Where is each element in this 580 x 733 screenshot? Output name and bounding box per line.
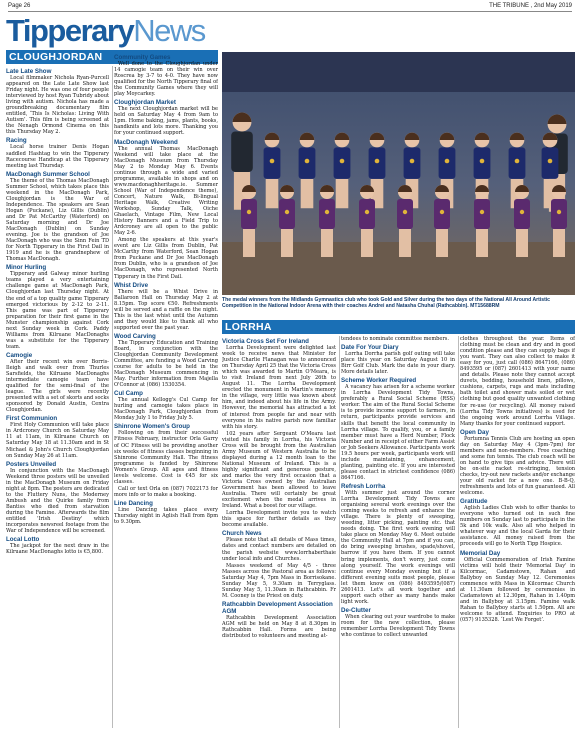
- article-paragraph: Among the speakers at this year's event are Liz Gillis from Dublin, Pat McCarthy from Waterford, Sean Hogan from Puckane and Dr Joe MacDonagh from Dublin, who is a grandson of Joe MacDonagh, who represented North Tipperary in the First Dail.: [114, 237, 218, 280]
- article-heading: De-Clutter: [341, 606, 371, 614]
- article-paragraph: Portumna Tennis Club are hosting an open day on Saturday May 4 (3pm-7pm) for members and non-members. Free coaching and some fun tennis. The club coach will be on hand to give tips and advice. There will be on-site racket re-stringing, tension checks, try-out new rackets and/or exchange your old racket for a new one. B-B-Q, refreshments and lots of fun guaranteed. All welcome.: [460, 435, 575, 497]
- masthead-tipperary: Tipperary: [6, 13, 134, 48]
- article-paragraph: Please note that all details of Mass times, dates and contact numbers are detailed on the parish website www.lorrhaberthaie under local info and Churches.: [222, 537, 336, 562]
- gymnastics-photo: [222, 52, 575, 295]
- article-heading: Rathcabbin Development Association AGM: [222, 600, 333, 615]
- article-paragraph: Call or text Orla on (087) 7022173 for more info or to make a booking.: [114, 485, 218, 498]
- gymnast-figure: [551, 185, 567, 257]
- article-paragraph: A vacancy has arisen for a scheme worker in Lorrha Development Tidy Towns, preferably a Rural Social Scheme (RSS) worker. The aim of the Rural Social Scheme is to provide income support to farmers, in return, participants provide services and skills that benefit the local community in Lorrha village. To qualify, you, or a family member must have a Herd Number, Flock Number and in receipt of either Farm Assist or Job Seekers Allowance. Participants work 19.5 hours per week, participants work will include maintaining, enhancement, planting, painting etc. If you are interested please contact in strictest confidence (086) 8647166.: [341, 384, 455, 481]
- article-heading: Victoria Cross Set For Ireland: [222, 338, 309, 345]
- article-paragraph: Rathcabbin Development Association AGM will be held on May 8 at 8.30pm in Rathcabbin Hall. Forms are being distributed to volunteers and meeting at-: [222, 614, 336, 640]
- article-paragraph: In conjunction with the MacDonagh Weekend three posters will be unveiled in the MacDonagh Museum on Friday night at 8pm. The posters are dedicated to the Fluttery Nuns, the Moderney Ambush and the Quirke family from Bantiss who died from starvation during the Famine. Afterwards the film entitled 'Irish Destiny' which incorporates newsreel footage from the War of Independence will be screened.: [6, 467, 109, 535]
- column-2: [114, 52, 218, 728]
- article-paragraph: Following on from their successful Fitness February, instructor Orla Garry of OC Fitness will be providing another six weeks of fitness classes beginning in Shinrone Community Hall. The fitness programme is funded by Shinrone Women's Group. All ages and fitness levels welcome. Cost is €45 for six classes.: [114, 430, 218, 485]
- article-paragraph: There will be a Whist Drive in Ballaroon Hall on Thursday May 2 at 8.15pm. Top score €50. Refreshments will be served and a raffle on the night. This is the last whist until the Autumn and they would like to thank all who supported over the past year.: [114, 288, 218, 331]
- article-paragraph: 102 years after Sergeant O'Meara last visited his family in Lorrha, his Victoria Cross will be brought from the Australian Army Museum of Western Australia to be displayed during a 12 month loan to the National Museum of Ireland. This is a highly significant and generous gesture, and marks the very first occasion that a Victoria Cross owned by the Australian Government has been allowed to leave Australia. There will certainly be great excitement when the medal arrives in Ireland. What a boost for our village.: [222, 430, 336, 510]
- photo-caption: The medal winners from the Midlands Gymnastics club who took Gold and Silver during the two days of the National All Around Artistic Competition in the National Indoor Arena with their coaches Andrei and Natasha Chuhal (Rathcabbin). MT15688RM: [222, 297, 551, 310]
- column-4: [341, 336, 455, 728]
- gymnasts-photo-illustration: [222, 52, 575, 295]
- article-paragraph: Masses weekend of May 4/5 - three Masses across the Pastoral area as follows: Saturday May 4, 7pm Mass in Borrisokane. Sunday May 5, 9.30am in Terryglass. Sunday May 5, 11.30am in Rathcabbin. Fr M. Cooney is the Priest on duty.: [222, 562, 336, 599]
- gymnast-figure: [264, 133, 281, 209]
- gymnast-figure: [241, 185, 257, 257]
- article-heading: Cloughjordan Market: [114, 99, 176, 107]
- article-paragraph: Well done to the Cloughjordan under 14 camogie team on their win over Roscrea by 3-7 to 4-0. They have now qualified for the North Tipperary final of the Community Games where they will play Moycarkey.: [114, 61, 218, 98]
- article-paragraph: Lorrha Dorrha parish golf outing will take place this year on Saturday August 10 in Birr Golf Club. Mark the date in your diary. More details later.: [341, 351, 455, 376]
- edition-date: THE TRIBUNE , 2nd May 2019: [489, 3, 572, 9]
- article-heading: Shinrone Women's Group: [114, 423, 190, 431]
- article-paragraph: With summer just around the corner Lorrha Development Tidy Towns are organising several work evenings over the coming weeks to refresh and enhance the village. There is plenty of sweeping, weeding, litter picking, painting etc. that needs doing. The first work evening will take place on Monday May 6. Meet outside the Community Hall at 7pm and if you can, do bring sweeping brushes, spade/shovel, barrow if you have them. If you cannot bring implements, don't worry, just come along yourself. The work evenings will continue every Monday evening but if a different evening suits most people, please let them know on (086) 8493595/(087) 2601413. Let's all work together and support each other as many hands make light work.: [341, 489, 455, 605]
- article-heading: Memorial Day: [460, 549, 501, 557]
- article-heading: Local Lotto: [6, 536, 40, 544]
- section-bar-cloughjordan: CLOUGHJORDAN: [6, 50, 218, 64]
- article-heading: Posters Unveiled: [6, 460, 57, 468]
- article-paragraph: The theme of the Thomas MacDonagh Summer School, which takes place this weekend in the MacDonagh Park, Cloughjordan is the War of Independence. The speakers are Sean Hogan (Puckane), Liz Gillis (Dublin) and Dr Pat McCarthy (Waterford) on Saturday morning and Dr Joe MacDonagh (Dublin) on Sunday evening. Joe is the grandson of Joe MacDonagh who was the Sinn Fein TD for North Tipperary in the First Dail in 1919 and he is the grandnephew of Thomas MacDonagh.: [6, 177, 109, 263]
- article-paragraph: clothes throughout the year. Items of clothing must be clean and dry and in good condition please and they can supply bags if you want. They can also collect to make it easy for you, just call (086) 8647166, (086) 8493595 or (087) 2601413 with your name and details. Please note they cannot accept duvets, bedding, household linen, pillows, cushions, carpets, rugs and mats including bath toilet and shower mats soiled or wet clothing but good quality unwanted clothing for re-use (or recycling). All money raised (Lorrha Tidy Towns initiatives) is used for the ongoing work around Lorrha Village. Many thanks for your continued support.: [460, 336, 575, 427]
- article-paragraph: Local filmmaker Nichola Ryan-Purcell appeared on the Late Late Show last Friday night. He was one of four people interviewed by host Ryan Tubridy about living with autism. Nichola has made a groundbreaking documentary film entitled, ‘This Is Nicholas: Living With Autism’. This film is being screened at the Nenagh Ormond Cinema on this this Thursday May 2.: [6, 75, 109, 136]
- article-paragraph: The annual Thomas MacDonagh Weekend will take place at the MacDonagh Museum from Thursday May 2 to Monday May 6. Events continue through a wide and varied programme, available in shops and on www.macdonaghheritage.ie. Summer School (War of Independence theme), Concert, Nature Walk, Bi-lingual Heritage Walk, Creative Writing Workshop, Sunday Talk, Oiche Ghaelach, Vintage Film, New Local History Banners and a Field Trip to Ardcroney are all open to the public May 2-6.: [114, 145, 218, 237]
- column-3: [222, 336, 336, 728]
- masthead: [6, 13, 205, 49]
- column-divider: [112, 66, 113, 728]
- gymnast-figure: [299, 133, 316, 209]
- article-paragraph: Local horse trainer Denis Hogan saddled Hashtag to win the Tipperary Racecourse Handicap at the Tipperary meeting last Thursday.: [6, 144, 109, 169]
- article-paragraph: The annual Kellogg's Cul Camp for hurling and camogie takes place in MacDonagh Park, Cloughjordan from Monday July 1 to Friday July 5.: [114, 397, 218, 422]
- section-bar-lorrha: LORRHA: [222, 320, 575, 334]
- gymnast-figure: [397, 185, 413, 257]
- article-paragraph: tendees to nominate committee members.: [341, 336, 449, 342]
- article-paragraph: Official Commemoration of Irish Famine victims will hold their 'Memorial Day' in Kilcormac, Cadamstown, Rahan and Ballyboy on Sunday May 12. Ceremonies commence with Mass in Kilcormac Church at 11.30am followed by ceremonies in Cadamstown at 12.30pm, Rahan in 1.40pm and in Ballyboy at 3.15pm. Famine walk Rahan to Ballyboy starts at 1.50pm. All are welcome to attend. Enquiries to PRO at (057) 9135328. ‘Lest We Forget’.: [460, 556, 575, 623]
- gymnast-figure: [334, 133, 351, 209]
- article-heading: Cul Camp: [114, 390, 143, 398]
- article-heading: Camogie: [6, 351, 33, 359]
- page-number: Page 26: [8, 3, 31, 9]
- article-paragraph: Tipperary and Galway minor hurling teams played a very entertaining challenge game at MacDonagh Park, Cloughjordan last Thursday night. At the end of a top quality game Tipperary emerged victorious by 2-12 to 2-11. This game was part of Tipperary preparation for their first game in the Munster championship against Cork next Sunday week in Cork. Paddy Williams from Kilruane MacDonaghs was a substitute for the Tipperary team.: [6, 271, 109, 350]
- gymnast-figure: [279, 185, 295, 257]
- article-paragraph: Aglish Ladies Club wish to offer thanks to everyone who turned out in such fine numbers on Sunday last to participate in the 5k and 10k walk. Also all who helped in whatever way and the local Garda for their assistance. All money raised from the proceeds will go to North Tipp Hospice.: [460, 505, 575, 548]
- gymnast-figure: [474, 185, 490, 257]
- column-1: [6, 66, 109, 728]
- article-heading: Line Dancing: [114, 499, 153, 507]
- gymnast-figure: [514, 185, 530, 257]
- article-paragraph: The next Cloughjordan market will be held on Saturday May 4 from 9am to 1pm. Home baking, jams, plants, books, handknits and lots more. Thanking you for your continued support.: [114, 106, 218, 137]
- article-paragraph: The Tipperary Education and Training Board, in conjunction with the Cloughjordan Community Development Committee, are funding a Wood Carving course for adults to be held in the MacDonagh Museum commencing in May. Further information from Majella O'Connor at (086) 1530354.: [114, 339, 218, 389]
- article-heading: Wood Carving: [114, 332, 156, 340]
- article-paragraph: First Holy Communion will take place in Ardcroney Church on Saturday May 11 at 11am, in Kilruane Church on Saturday May 18 at 11.30am and in St Michael & John's Church Cloughjordan on Sunday May 26 at 11am.: [6, 422, 109, 459]
- gymnast-figure: [319, 185, 335, 257]
- article-heading: Date For Your Diary: [341, 344, 399, 352]
- article-heading: Whist Drive: [114, 281, 149, 289]
- article-paragraph: Lorrha Development were delighted last week to receive news that Minister for Justice Charlie Flanagan was to announced on Thursday April 25 that the Victoria Cross which was awarded to Martin O'Meara, is to visit Ireland from next July 26th to August 11. The Lorrha Development erected the monument in Martin's memory in the village, very little was known about him, and indeed about his life in the Army. However, the memorial has attracted a lot of interest from people far and near with everyone in his native parish now familiar with his story.: [222, 345, 336, 430]
- article-paragraph: When clearing out your wardrobe to make room for the new collection, please remember Lorrha Development Tidy Towns who continue to collect unwanted: [341, 613, 455, 639]
- article-heading: MacDonagh Weekend: [114, 138, 178, 146]
- article-heading: Community Games: [114, 54, 171, 61]
- article-heading: Refresh Lorrha: [341, 482, 386, 490]
- article-paragraph: After their recent win over Borris-Ileigh and walk over from Thurles Sarsfields, the Kilruane MacDonaghs intermediate camogie team have qualified for the semi-final of the league. The girls were recently presented with a set of skorts and socks sponsored by Donald Austin, Centra Cloughjordan.: [6, 358, 109, 414]
- article-heading: MacDonagh Summer School: [6, 170, 90, 178]
- article-heading: First Communion: [6, 415, 58, 423]
- masthead-news: News: [133, 13, 205, 48]
- article-heading: Late Late Show: [6, 68, 52, 75]
- article-heading: Church News: [222, 530, 262, 538]
- article-paragraph: Lorrha Development invite you to watch this space for further details as they become available.: [222, 510, 336, 529]
- article-paragraph: The jackpot for the next draw in the Kilruane MacDonaghs lotto is €5,800.: [6, 543, 109, 556]
- column-divider: [339, 336, 340, 728]
- gymnast-figure: [359, 185, 375, 257]
- column-divider: [458, 336, 459, 728]
- top-rule: [8, 11, 572, 12]
- article-heading: Minor Hurling: [6, 264, 47, 272]
- article-heading: Open Day: [460, 428, 489, 436]
- article-heading: Racing: [6, 137, 27, 145]
- article-heading: Gratitude: [460, 498, 488, 506]
- gymnast-figure: [434, 185, 450, 257]
- article-paragraph: Line Dancing takes place every Thursday night in Aglish Hall from 8pm to 9.30pm.: [114, 506, 218, 526]
- column-5: [460, 336, 575, 728]
- article-heading: Scheme Worker Required: [341, 377, 417, 385]
